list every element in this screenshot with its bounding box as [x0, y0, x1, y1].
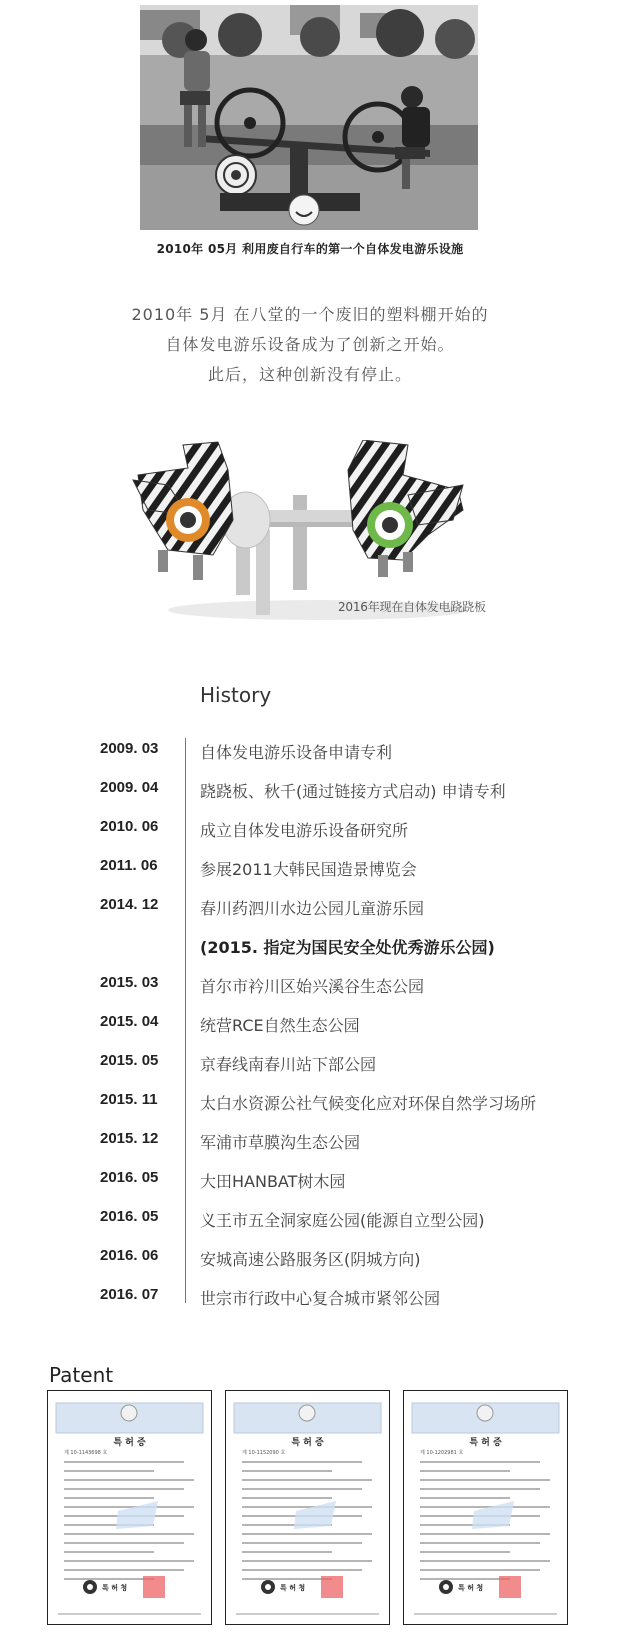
history-date: 2016. 06: [100, 1247, 159, 1264]
history-date: 2015. 04: [100, 1013, 159, 1030]
intro-line-1: 2010年 5月 在八堂的一个废旧的塑料棚开始的: [131, 305, 489, 324]
patent-certificate-1: [47, 1390, 212, 1625]
history-event: 太白水资源公社气候变化应对环保自然学习场所: [200, 1094, 537, 1113]
history-date: 2010. 06: [100, 818, 159, 835]
history-event: 跷跷板、秋千(通过链接方式启动) 申请专利: [200, 782, 506, 801]
history-date: 2015. 03: [100, 974, 159, 991]
history-event: 军浦市草膜沟生态公园: [200, 1133, 361, 1152]
patent-certificate-3: [403, 1390, 568, 1625]
certificate-title: 특 허 증: [291, 1438, 324, 1448]
product-label: 2016年现在自体发电跷跷板: [338, 600, 486, 614]
history-date: 2016. 07: [100, 1286, 159, 1303]
seesaw-photo: [140, 5, 478, 230]
history-event: 首尔市衿川区始兴溪谷生态公园: [200, 977, 425, 996]
intro-line-3: 此后，这种创新没有停止。: [207, 365, 412, 384]
history-row: [0, 896, 620, 924]
history-date: 2014. 12: [100, 896, 159, 913]
history-event: 义王市五全洞家庭公园(能源自立型公园): [200, 1211, 485, 1230]
history-row: [0, 1286, 620, 1314]
patent-heading: Patent: [49, 1363, 114, 1387]
history-event: 世宗市行政中心复合城市紧邻公园: [200, 1289, 441, 1308]
certificate-number: 제 10-1152090 호: [242, 1450, 286, 1456]
history-row: [0, 779, 620, 807]
patent-certificate-2: [225, 1390, 390, 1625]
certificate-number: 제 10-1143698 호: [64, 1450, 108, 1456]
history-event: 春川药泗川水边公园儿童游乐园: [200, 899, 425, 918]
certificate-issuer: 특 허 청: [280, 1584, 306, 1592]
intro-line-2: 自体发电游乐设备成为了创新之开始。: [165, 335, 455, 354]
history-row: [0, 818, 620, 846]
certificate-title: 특 허 증: [113, 1438, 146, 1448]
history-event: 成立自体发电游乐设备研究所: [200, 821, 409, 840]
history-row: [0, 1208, 620, 1236]
certificate-graphic: [226, 1391, 389, 1624]
history-date: 2009. 03: [100, 740, 159, 757]
certificate-number: 제 10-1202981 호: [420, 1450, 464, 1456]
certificate-title: 특 허 증: [469, 1438, 502, 1448]
history-row: [0, 974, 620, 1002]
history-row: [0, 1013, 620, 1041]
history-row: [0, 857, 620, 885]
history-date: 2009. 04: [100, 779, 159, 796]
certificate-graphic: [48, 1391, 211, 1624]
history-row: [0, 1247, 620, 1275]
certificate-issuer: 특 허 청: [458, 1584, 484, 1592]
certificate-issuer: 특 허 청: [102, 1584, 128, 1592]
history-event: 自体发电游乐设备申请专利: [200, 743, 393, 762]
history-row: [0, 1091, 620, 1119]
photo-caption: 2010年 05月 利用废自行车的第一个自体发电游乐设施: [156, 242, 464, 256]
history-row: [0, 740, 620, 768]
history-date: 2015. 11: [100, 1091, 158, 1108]
history-row: [0, 1169, 620, 1197]
history-row: [0, 1130, 620, 1158]
history-event: 参展2011大韩民国造景博览会: [200, 860, 417, 879]
history-event: 大田HANBAT树木园: [200, 1172, 346, 1191]
history-row: [0, 1052, 620, 1080]
history-date: 2016. 05: [100, 1208, 159, 1225]
history-event: 京春线南春川站下部公园: [200, 1055, 377, 1074]
history-heading: History: [200, 683, 272, 707]
certificate-graphic: [404, 1391, 567, 1624]
history-event: 安城高速公路服务区(阴城方向): [200, 1250, 421, 1269]
history-row: [0, 935, 620, 963]
history-event: 统营RCE自然生态公园: [200, 1016, 360, 1035]
history-date: 2015. 12: [100, 1130, 159, 1147]
history-event: (2015. 指定为国民安全处优秀游乐公园): [200, 938, 495, 957]
history-date: 2015. 05: [100, 1052, 159, 1069]
history-date: 2011. 06: [100, 857, 158, 874]
history-date: 2016. 05: [100, 1169, 159, 1186]
